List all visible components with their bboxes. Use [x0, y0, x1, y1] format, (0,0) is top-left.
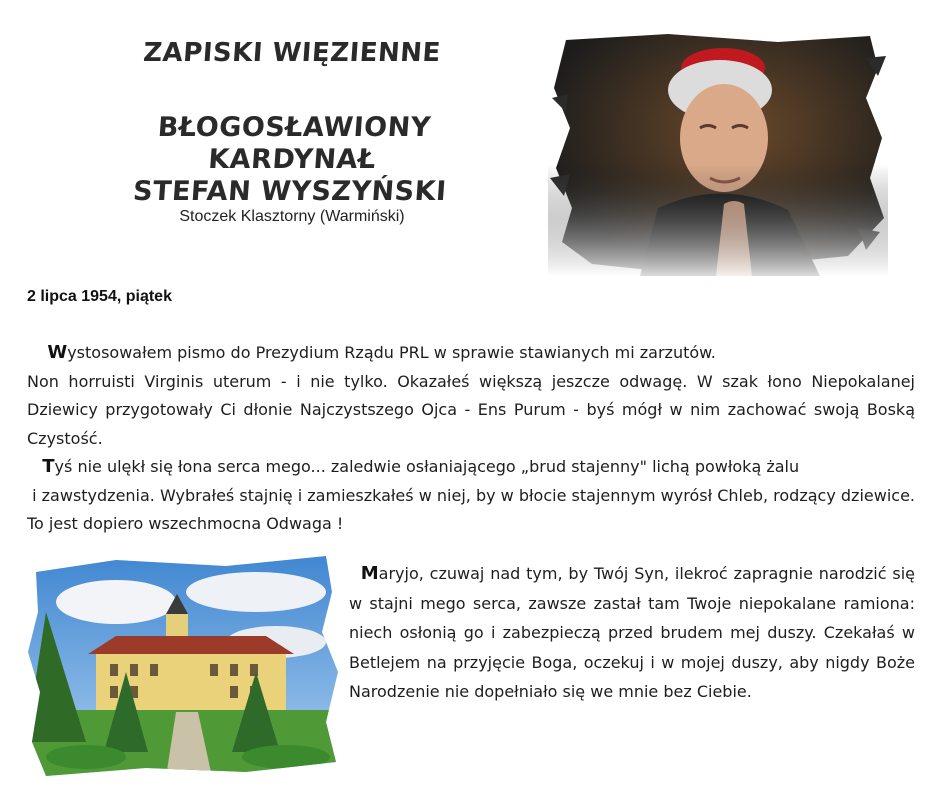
initial-letter: W [47, 342, 68, 363]
subtitle-line-2: STEFAN WYSZYŃSKI [131, 176, 448, 207]
roof [88, 636, 294, 654]
entry-body [27, 339, 915, 539]
cloud [186, 572, 326, 612]
initial-letter: T [42, 456, 55, 477]
subtitle [89, 112, 496, 208]
shrub [46, 745, 126, 769]
cardinal-portrait [548, 28, 888, 276]
subtitle-line-1: BŁOGOSŁAWIONY KARDYNAŁ [156, 112, 432, 175]
shrub [242, 745, 330, 769]
paragraph-3-continued: i zawstydzenia. Wybrałeś stajnię i zamieszkałeś w niej, by w błocie stajennym wyrósł Chleb, rodzący dziewice. To jest dopiero wszechmocna Odwaga ! [27, 485, 915, 533]
paragraph-text: yś nie ulękł się łona serca mego... zaledwie osłaniającego „brud stajenny" lichą powłoką żalu [54, 457, 800, 476]
paragraph-text: ystosowałem pismo do Prezydium Rządu PRL w sprawie stawianych mi zarzutów. [67, 343, 716, 362]
paragraph-text: aryjo, czuwaj nad tym, by Twój Syn, ilekroć zapragnie narodzić się w stajni mego serca, zawsze zastał tam Twoje niepokalane ramiona: niech osłonią go i zabezpieczą przed brudem mej duszy. Czekałaś w Betlejem na przyjęcie Boga, oczekuj i w mojej duszy, aby nigdy Boże Narodzenie nie dopełniało się we mnie bez Ciebie. [349, 564, 915, 701]
monastery-photo [26, 552, 340, 777]
cloud [56, 580, 176, 624]
prayer-paragraph [349, 559, 915, 707]
entry-date: 2 lipca 1954, piątek [27, 288, 172, 305]
place-label: Stoczek Klasztorny (Warmiński) [179, 208, 405, 225]
paragraph-3 [27, 453, 915, 482]
paragraph-1 [27, 339, 915, 368]
initial-letter: M [360, 563, 379, 584]
page-title: ZAPISKI WIĘZIENNE [142, 38, 442, 68]
paragraph-2: Non horruisti Virginis uterum - i nie tylko. Okazałeś większą jeszcze odwagę. W szak łono Niepokalanej Dziewicy przygotowały Ci dłonie Najczystszego Ojca - Ens Purum - byś mógł w nim zachować swoją Boską Czystość. [27, 371, 915, 448]
paragraph-4 [349, 559, 915, 707]
